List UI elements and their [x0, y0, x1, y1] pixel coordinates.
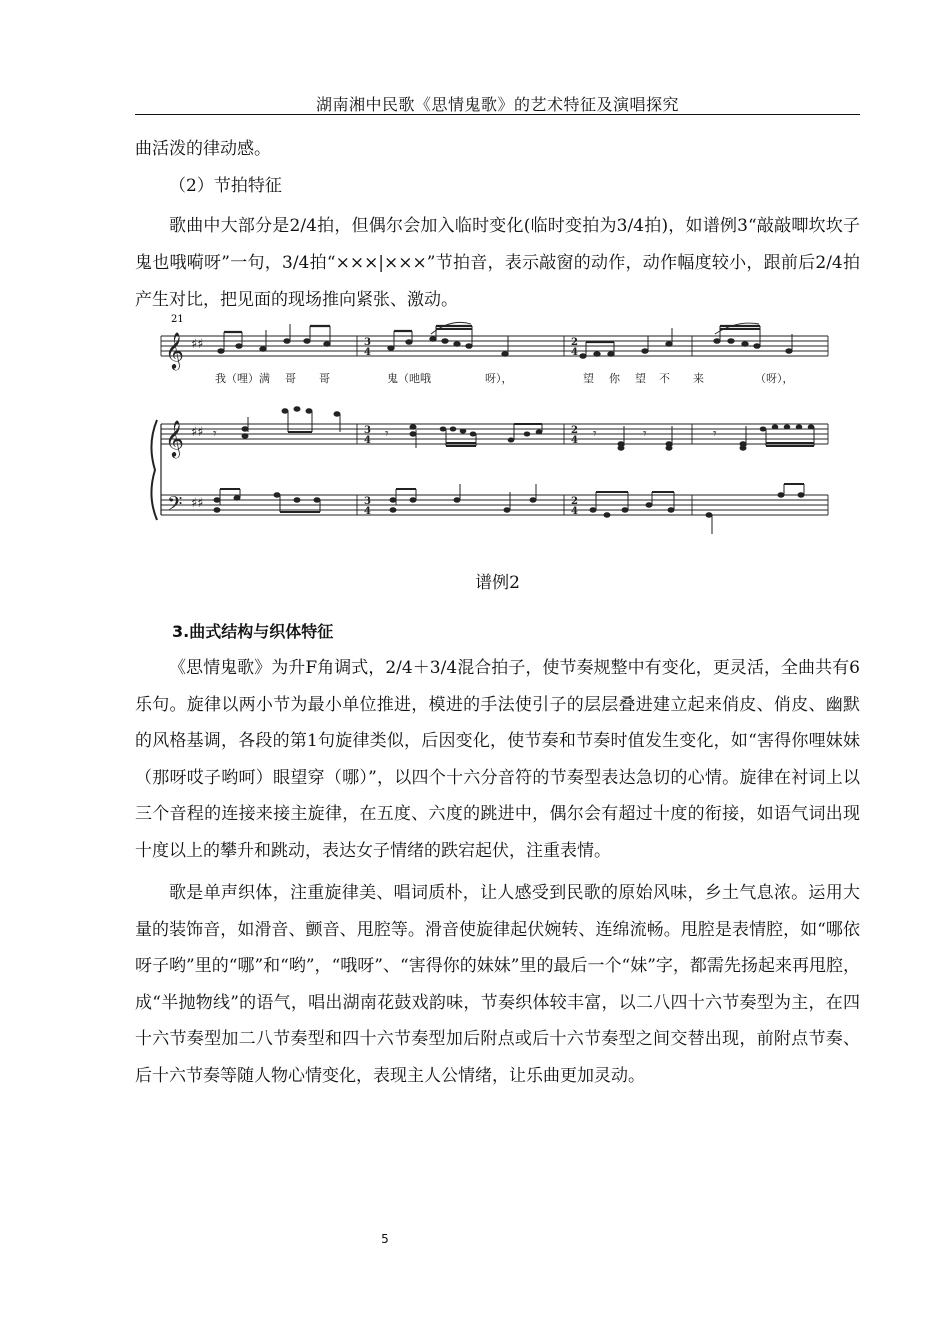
lyric-syllable: 呀），: [485, 372, 513, 385]
structure-paragraph: 《思情鬼歌》为升F角调式，2/4＋3/4混合拍子，使节奏规整中有变化，更灵活，全曲共有6乐句。旋律以两小节为最小单位推进，模进的手法使引子的层层叠进建立起来俏皮、俏皮、幽默的风格基调，各段的第1句旋律类似，后因变化，使节奏和节奏时值发生变化，如“害得你哩妹妹（那呀哎子哟呵）眼望穿（哪）”，以四个十六分音符的节奏型表达急切的心情。旋律在衬词上以三个音程的连接来接主旋律，在五度、六度的跳进中，偶尔会有超过十度的衔接，如语气词出现十度以上的攀升和跳动，表达女子情绪的跌宕起伏，注重表情。: [135, 658, 860, 861]
svg-text:3: 3: [364, 425, 371, 436]
svg-text:𝄾: 𝄾: [385, 426, 389, 442]
lyric-syllable: （呀），: [755, 372, 794, 385]
key-signature-icon: ♯♯: [191, 337, 204, 352]
intro-block: [135, 134, 860, 319]
piano-treble-staff: [161, 424, 828, 444]
svg-text:𝄾: 𝄾: [213, 426, 217, 442]
time-signature-3-4-icon: 3: [364, 337, 371, 348]
piano-left-hand-notes: [214, 484, 804, 534]
svg-text:2: 2: [571, 496, 578, 507]
lyric-syllable: 不: [659, 372, 670, 385]
bass-clef-icon: 𝄢: [167, 492, 183, 520]
lyric-syllable: 望: [583, 372, 594, 385]
lyric-syllable: 望: [635, 372, 646, 385]
svg-text:𝄾: 𝄾: [713, 426, 717, 442]
svg-text:4: 4: [571, 435, 578, 446]
vocal-staff: [161, 336, 828, 356]
svg-text:2: 2: [571, 425, 578, 436]
svg-text:4: 4: [364, 435, 371, 446]
slurs: [431, 322, 759, 334]
section-heading: 3.曲式结构与织体特征: [172, 622, 334, 641]
piano-brace-icon: [151, 420, 157, 520]
treble-clef-icon: 𝄞: [165, 419, 184, 457]
header-rule: [135, 114, 860, 115]
svg-text:𝄾: 𝄾: [593, 426, 597, 442]
lyric-syllable: 来: [693, 372, 704, 385]
section-body: [135, 650, 860, 1094]
lyric-syllable: 你: [609, 372, 620, 385]
svg-text:4: 4: [364, 506, 371, 517]
svg-text:3: 3: [364, 496, 371, 507]
subheading-meter: （2）节拍特征: [169, 176, 282, 196]
time-signature-2-4-icon: 2: [571, 337, 578, 348]
running-header: 湖南湘中民歌《思情鬼歌》的艺术特征及演唱探究: [315, 95, 679, 114]
texture-paragraph: 歌是单声织体，注重旋律美、唱词质朴，让人感受到民歌的原始风味，乡土气息浓。运用大量的装饰音，如滑音、颤音、甩腔等。滑音使旋律起伏婉转、连绵流畅。甩腔是表情腔，如“哪依呀子哟”里的“哪”和“哟”，“哦呀”、“害得你的妹妹”里的最后一个“妹”字，都需先扬起来再甩腔，成“半抛物线”的语气，唱出湖南花鼓戏韵味，节奏织体较丰富，以二八四十六节奏型为主，在四十六节奏型加二八节奏型和四十六节奏型加后附点或后十六节奏型之间交替出现，前附点节奏、后十六节奏等随人物心情变化，表现主人公情绪，让乐曲更加灵动。: [135, 883, 860, 1086]
key-signature-icon: ♯♯: [191, 496, 204, 511]
svg-text:4: 4: [571, 506, 578, 517]
svg-text:𝄾: 𝄾: [643, 426, 647, 442]
treble-clef-icon: 𝄞: [165, 331, 184, 369]
lyric-syllable: 哥: [285, 372, 296, 385]
time-signature-3-4-icon: 4: [364, 347, 371, 358]
continuation-line: 曲活泼的律动感。: [135, 139, 271, 159]
page-number: 5: [381, 1232, 389, 1246]
piano-bass-staff: [161, 424, 828, 515]
figure-caption: 谱例2: [475, 573, 520, 593]
lyrics-line: [215, 371, 794, 385]
music-score-example: [135, 314, 860, 558]
time-signature-2-4-icon: 4: [571, 347, 578, 358]
meter-paragraph: 歌曲中大部分是2/4拍，但偶尔会加入临时变化(临时变拍为3/4拍)，如谱例3“敲敲唧坎坎子鬼也哦嗬呀”一句，3/4拍“×××|×××”节拍音，表示敲窗的动作，动作幅度较小，跟前后2/4拍产生对比，把见面的现场推向紧张、激动。: [135, 216, 860, 310]
key-signature-icon: ♯♯: [191, 425, 204, 440]
lyric-syllable: 我（哩）满: [215, 372, 270, 385]
measure-number: 21: [171, 314, 184, 325]
lyric-syllable: 鬼（吔哦: [387, 372, 431, 385]
lyric-syllable: 哥: [319, 372, 330, 385]
